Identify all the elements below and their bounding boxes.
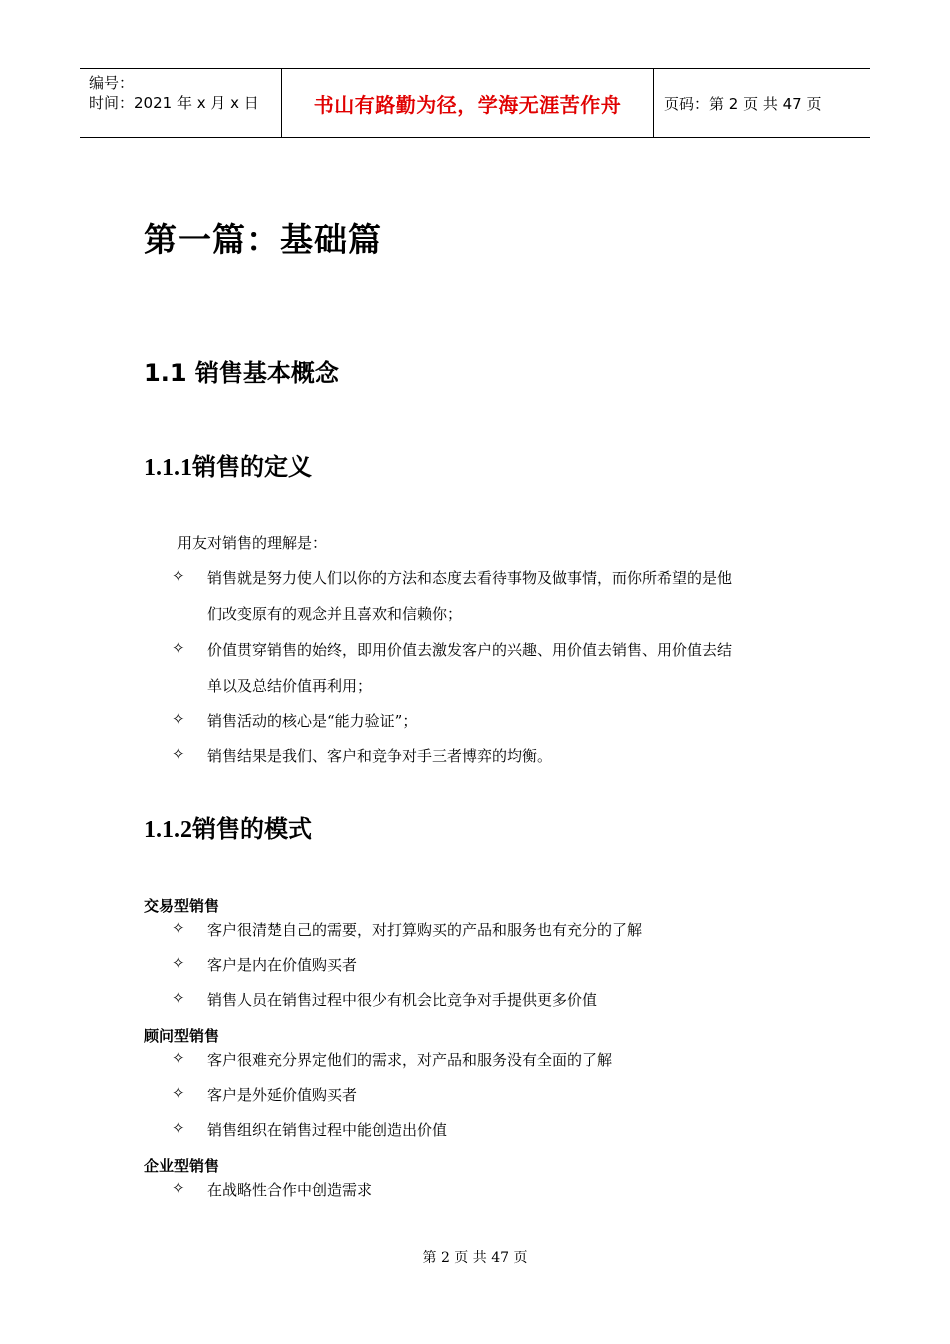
mode-group-title: 顾问型销售 xyxy=(144,1027,220,1045)
page-footer: 第 2 页 共 47 页 xyxy=(422,1250,528,1266)
mode-group-title: 企业型销售 xyxy=(144,1157,220,1175)
list-item-line: 们改变原有的观念并且喜欢和信赖你； xyxy=(207,605,463,623)
list-item-line: 在战略性合作中创造需求 xyxy=(207,1181,373,1199)
list-item-line: 销售活动的核心是“能力验证”； xyxy=(207,712,418,730)
section-number: 1.1.2 xyxy=(144,817,192,843)
number-label: 编号： xyxy=(89,74,135,92)
mode-group-title: 交易型销售 xyxy=(144,897,220,915)
section-title: 销售的模式 xyxy=(192,815,312,843)
bullet-icon: ✧ xyxy=(172,745,185,763)
bullet-icon: ✧ xyxy=(172,710,185,728)
list-item-line: 销售就是努力使人们以你的方法和态度去看待事物及做事情，而你所希望的是他 xyxy=(207,569,733,587)
bullet-icon: ✧ xyxy=(172,639,185,657)
date-label: 时间：2021 年 x 月 x 日 xyxy=(89,94,259,112)
bullet-icon: ✧ xyxy=(172,919,185,937)
bullet-icon: ✧ xyxy=(172,954,185,972)
list-item-line: 客户很清楚自己的需要，对打算购买的产品和服务也有充分的了解 xyxy=(207,921,643,939)
bullet-icon: ✧ xyxy=(172,1119,185,1137)
page-label: 页码：第 2 页 共 47 页 xyxy=(664,94,822,113)
motto: 书山有路勤为径，学海无涯苦作舟 xyxy=(281,69,654,137)
bullet-icon: ✧ xyxy=(172,1084,185,1102)
list-item-line: 单以及总结价值再利用； xyxy=(207,677,373,695)
list-item-line: 客户是内在价值购买者 xyxy=(207,956,358,974)
section-number: 1.1.1 xyxy=(144,455,192,481)
list-item-line: 客户很难充分界定他们的需求，对产品和服务没有全面的了解 xyxy=(207,1051,613,1069)
list-item-line: 销售结果是我们、客户和竞争对手三者博弈的均衡。 xyxy=(207,747,553,765)
bullet-icon: ✧ xyxy=(172,1049,185,1067)
list-item-line: 销售人员在销售过程中很少有机会比竞争对手提供更多价值 xyxy=(207,991,598,1009)
section-heading-1-1: 1.1 销售基本概念 xyxy=(144,359,339,387)
list-item-line: 销售组织在销售过程中能创造出价值 xyxy=(207,1121,448,1139)
bullet-icon: ✧ xyxy=(172,567,185,585)
list-item-line: 价值贯穿销售的始终，即用价值去激发客户的兴趣、用价值去销售、用价值去结 xyxy=(207,641,733,659)
intro-text: 用友对销售的理解是： xyxy=(177,534,328,552)
header-left-cell xyxy=(80,69,281,137)
part-title: 第一篇：基础篇 xyxy=(144,220,382,259)
header-table xyxy=(80,68,870,138)
section-heading-1-1-2 xyxy=(144,809,312,844)
section-title: 销售的定义 xyxy=(192,453,312,481)
section-heading-1-1-1 xyxy=(144,447,312,482)
bullet-icon: ✧ xyxy=(172,989,185,1007)
list-item-line: 客户是外延价值购买者 xyxy=(207,1086,358,1104)
bullet-icon: ✧ xyxy=(172,1179,185,1197)
